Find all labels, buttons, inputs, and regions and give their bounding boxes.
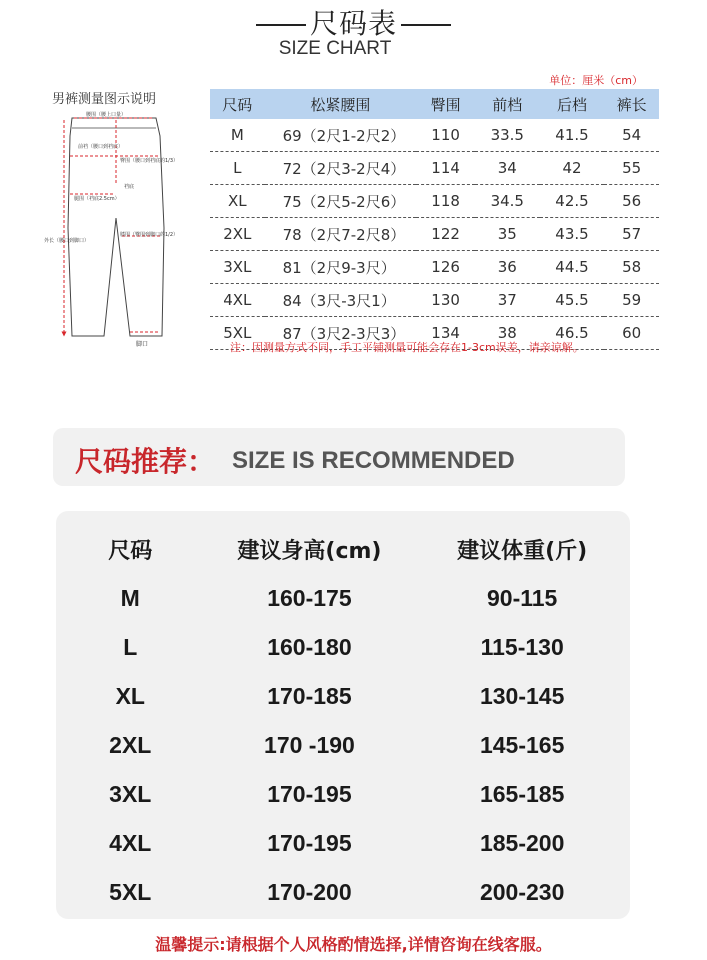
size-table-body: [210, 119, 659, 350]
recommend-title-en: SIZE IS RECOMMENDED: [232, 447, 515, 474]
col-hip: 臀围: [416, 89, 475, 119]
recommend-table-cell: XL: [115, 683, 145, 709]
recommend-table-cell: 2XL: [109, 732, 152, 758]
recommend-table-row: [56, 574, 630, 623]
recommend-table-header: [56, 525, 630, 574]
size-table-cell: 84（3尺-3尺1）: [265, 284, 417, 317]
recommend-table-cell: 115-130: [480, 634, 564, 660]
size-table-cell: 33.5: [475, 119, 540, 152]
title-left-rule: [256, 24, 306, 26]
size-table-cell: 87（3尺2-3尺3）: [265, 317, 417, 350]
recommend-table-cell: 200-230: [479, 879, 565, 905]
size-table-cell: 5XL: [210, 317, 265, 350]
size-table-row: [210, 185, 659, 218]
size-table-cell: 126: [416, 251, 475, 284]
size-table-header: [210, 89, 659, 119]
recommend-table-row: [56, 721, 630, 770]
recommend-table-row: [56, 672, 630, 721]
size-table-row: [210, 251, 659, 284]
recommend-table: [56, 525, 630, 917]
outseam-label: 外长（腰口到脚口）: [44, 238, 90, 244]
size-table-cell: 54: [604, 119, 659, 152]
size-table-cell: 78（2尺7-2尺8）: [265, 218, 417, 251]
col-waist: 松紧腰围: [265, 89, 417, 119]
tip-text: 温馨提示:请根据个人风格酌情选择,详情咨询在线客服。: [155, 935, 552, 954]
size-table-cell: 110: [416, 119, 475, 152]
col-length: 裤长: [604, 89, 659, 119]
size-table-row: [210, 218, 659, 251]
size-table-row: [210, 119, 659, 152]
recommend-table-cell: 90-115: [487, 585, 558, 611]
knee-label: 膝围（臀围到脚口的1/2）: [120, 232, 179, 238]
size-table-cell: 134: [416, 317, 475, 350]
recommend-table-cell: 145-165: [479, 732, 565, 758]
recommend-table-row: [56, 623, 630, 672]
recommend-table-cell: 3XL: [109, 781, 152, 807]
col-back-rise: 后档: [540, 89, 605, 119]
recommend-table-cell: M: [120, 585, 140, 611]
recommend-table-row: [56, 770, 630, 819]
size-table-cell: 75（2尺5-2尺6）: [265, 185, 417, 218]
recommend-table-cell: L: [123, 634, 138, 660]
recommend-table-cell: 185-200: [479, 830, 565, 856]
recommend-table-cell: 170 -190: [264, 732, 355, 758]
size-table-cell: M: [210, 119, 265, 152]
recommend-table-cell: 170-195: [267, 781, 352, 807]
recommend-table-cell: 170-185: [267, 683, 352, 709]
recommend-table-row: [56, 819, 630, 868]
size-table-cell: 57: [604, 218, 659, 251]
pants-measurement-diagram: [44, 108, 214, 354]
size-table-cell: 4XL: [210, 284, 265, 317]
recommend-title-cn: 尺码推荐：: [75, 445, 216, 478]
size-table-cell: 69（2尺1-2尺2）: [265, 119, 417, 152]
hip-label: 臀围（腰口到裆底的1/3）: [120, 158, 179, 164]
waist-label: 腰围（腰上口量）: [86, 112, 127, 118]
hem-label: 脚口: [136, 341, 149, 348]
size-table-row: [210, 284, 659, 317]
size-table-cell: 46.5: [540, 317, 605, 350]
title-right-rule: [401, 24, 451, 26]
size-table-cell: 41.5: [540, 119, 605, 152]
size-table-cell: 118: [416, 185, 475, 218]
recommend-table-cell: 130-145: [479, 683, 565, 709]
size-chart-title: [0, 2, 707, 42]
recommend-banner: [53, 428, 625, 486]
size-table-cell: 34: [475, 152, 540, 185]
recommend-table-cell: 160-175: [267, 585, 352, 611]
recommend-table-cell: 4XL: [109, 830, 152, 856]
size-table-cell: 130: [416, 284, 475, 317]
recommend-table-body: [56, 574, 630, 917]
thigh-label: 腿围（裆底2.5cm）: [74, 196, 120, 202]
col-rec-size: 尺码: [108, 539, 153, 564]
size-table-cell: 37: [475, 284, 540, 317]
size-table-cell: 56: [604, 185, 659, 218]
front-rise-label: 前裆（腰口到裆底）: [78, 144, 124, 150]
size-table-cell: XL: [210, 185, 265, 218]
diagram-title: 男裤测量图示说明: [52, 92, 157, 107]
unit-label: 单位：厘米（cm）: [549, 74, 643, 87]
size-chart-subtitle: SIZE CHART: [278, 38, 392, 59]
size-table-cell: 58: [604, 251, 659, 284]
size-table-cell: 122: [416, 218, 475, 251]
size-table-cell: 114: [416, 152, 475, 185]
measurement-note: 注：因测量方式不同，手工平铺测量可能会存在1-3cm误差，请亲谅解。: [230, 341, 584, 354]
size-table: [210, 89, 659, 350]
size-table-cell: 72（2尺3-2尺4）: [265, 152, 417, 185]
recommend-table-cell: 5XL: [109, 879, 152, 905]
crotch-label: 裆底: [124, 184, 135, 190]
recommend-table-cell: 165-185: [479, 781, 565, 807]
size-table-cell: 81（2尺9-3尺）: [265, 251, 417, 284]
size-table-cell: 45.5: [540, 284, 605, 317]
size-table-cell: 38: [475, 317, 540, 350]
col-front-rise: 前档: [475, 89, 540, 119]
size-table-cell: L: [210, 152, 265, 185]
size-table-cell: 60: [604, 317, 659, 350]
size-table-cell: 42: [540, 152, 605, 185]
recommend-table-cell: 170-195: [267, 830, 352, 856]
size-table-cell: 36: [475, 251, 540, 284]
size-table-cell: 55: [604, 152, 659, 185]
size-table-cell: 35: [475, 218, 540, 251]
size-table-cell: 43.5: [540, 218, 605, 251]
size-table-row: [210, 152, 659, 185]
size-table-cell: 59: [604, 284, 659, 317]
size-table-cell: 2XL: [210, 218, 265, 251]
col-size: 尺码: [210, 89, 265, 119]
col-rec-height: 建议身高(cm): [237, 539, 382, 564]
size-table-cell: 3XL: [210, 251, 265, 284]
size-table-cell: 42.5: [540, 185, 605, 218]
recommend-table-cell: 170-200: [267, 879, 352, 905]
size-table-cell: 44.5: [540, 251, 605, 284]
recommend-panel: [56, 511, 630, 919]
recommend-table-cell: 160-180: [267, 634, 352, 660]
size-table-cell: 34.5: [475, 185, 540, 218]
recommend-table-row: [56, 868, 630, 917]
title-text-cn: 尺码表: [309, 7, 397, 40]
col-rec-weight: 建议体重(斤): [457, 539, 588, 564]
